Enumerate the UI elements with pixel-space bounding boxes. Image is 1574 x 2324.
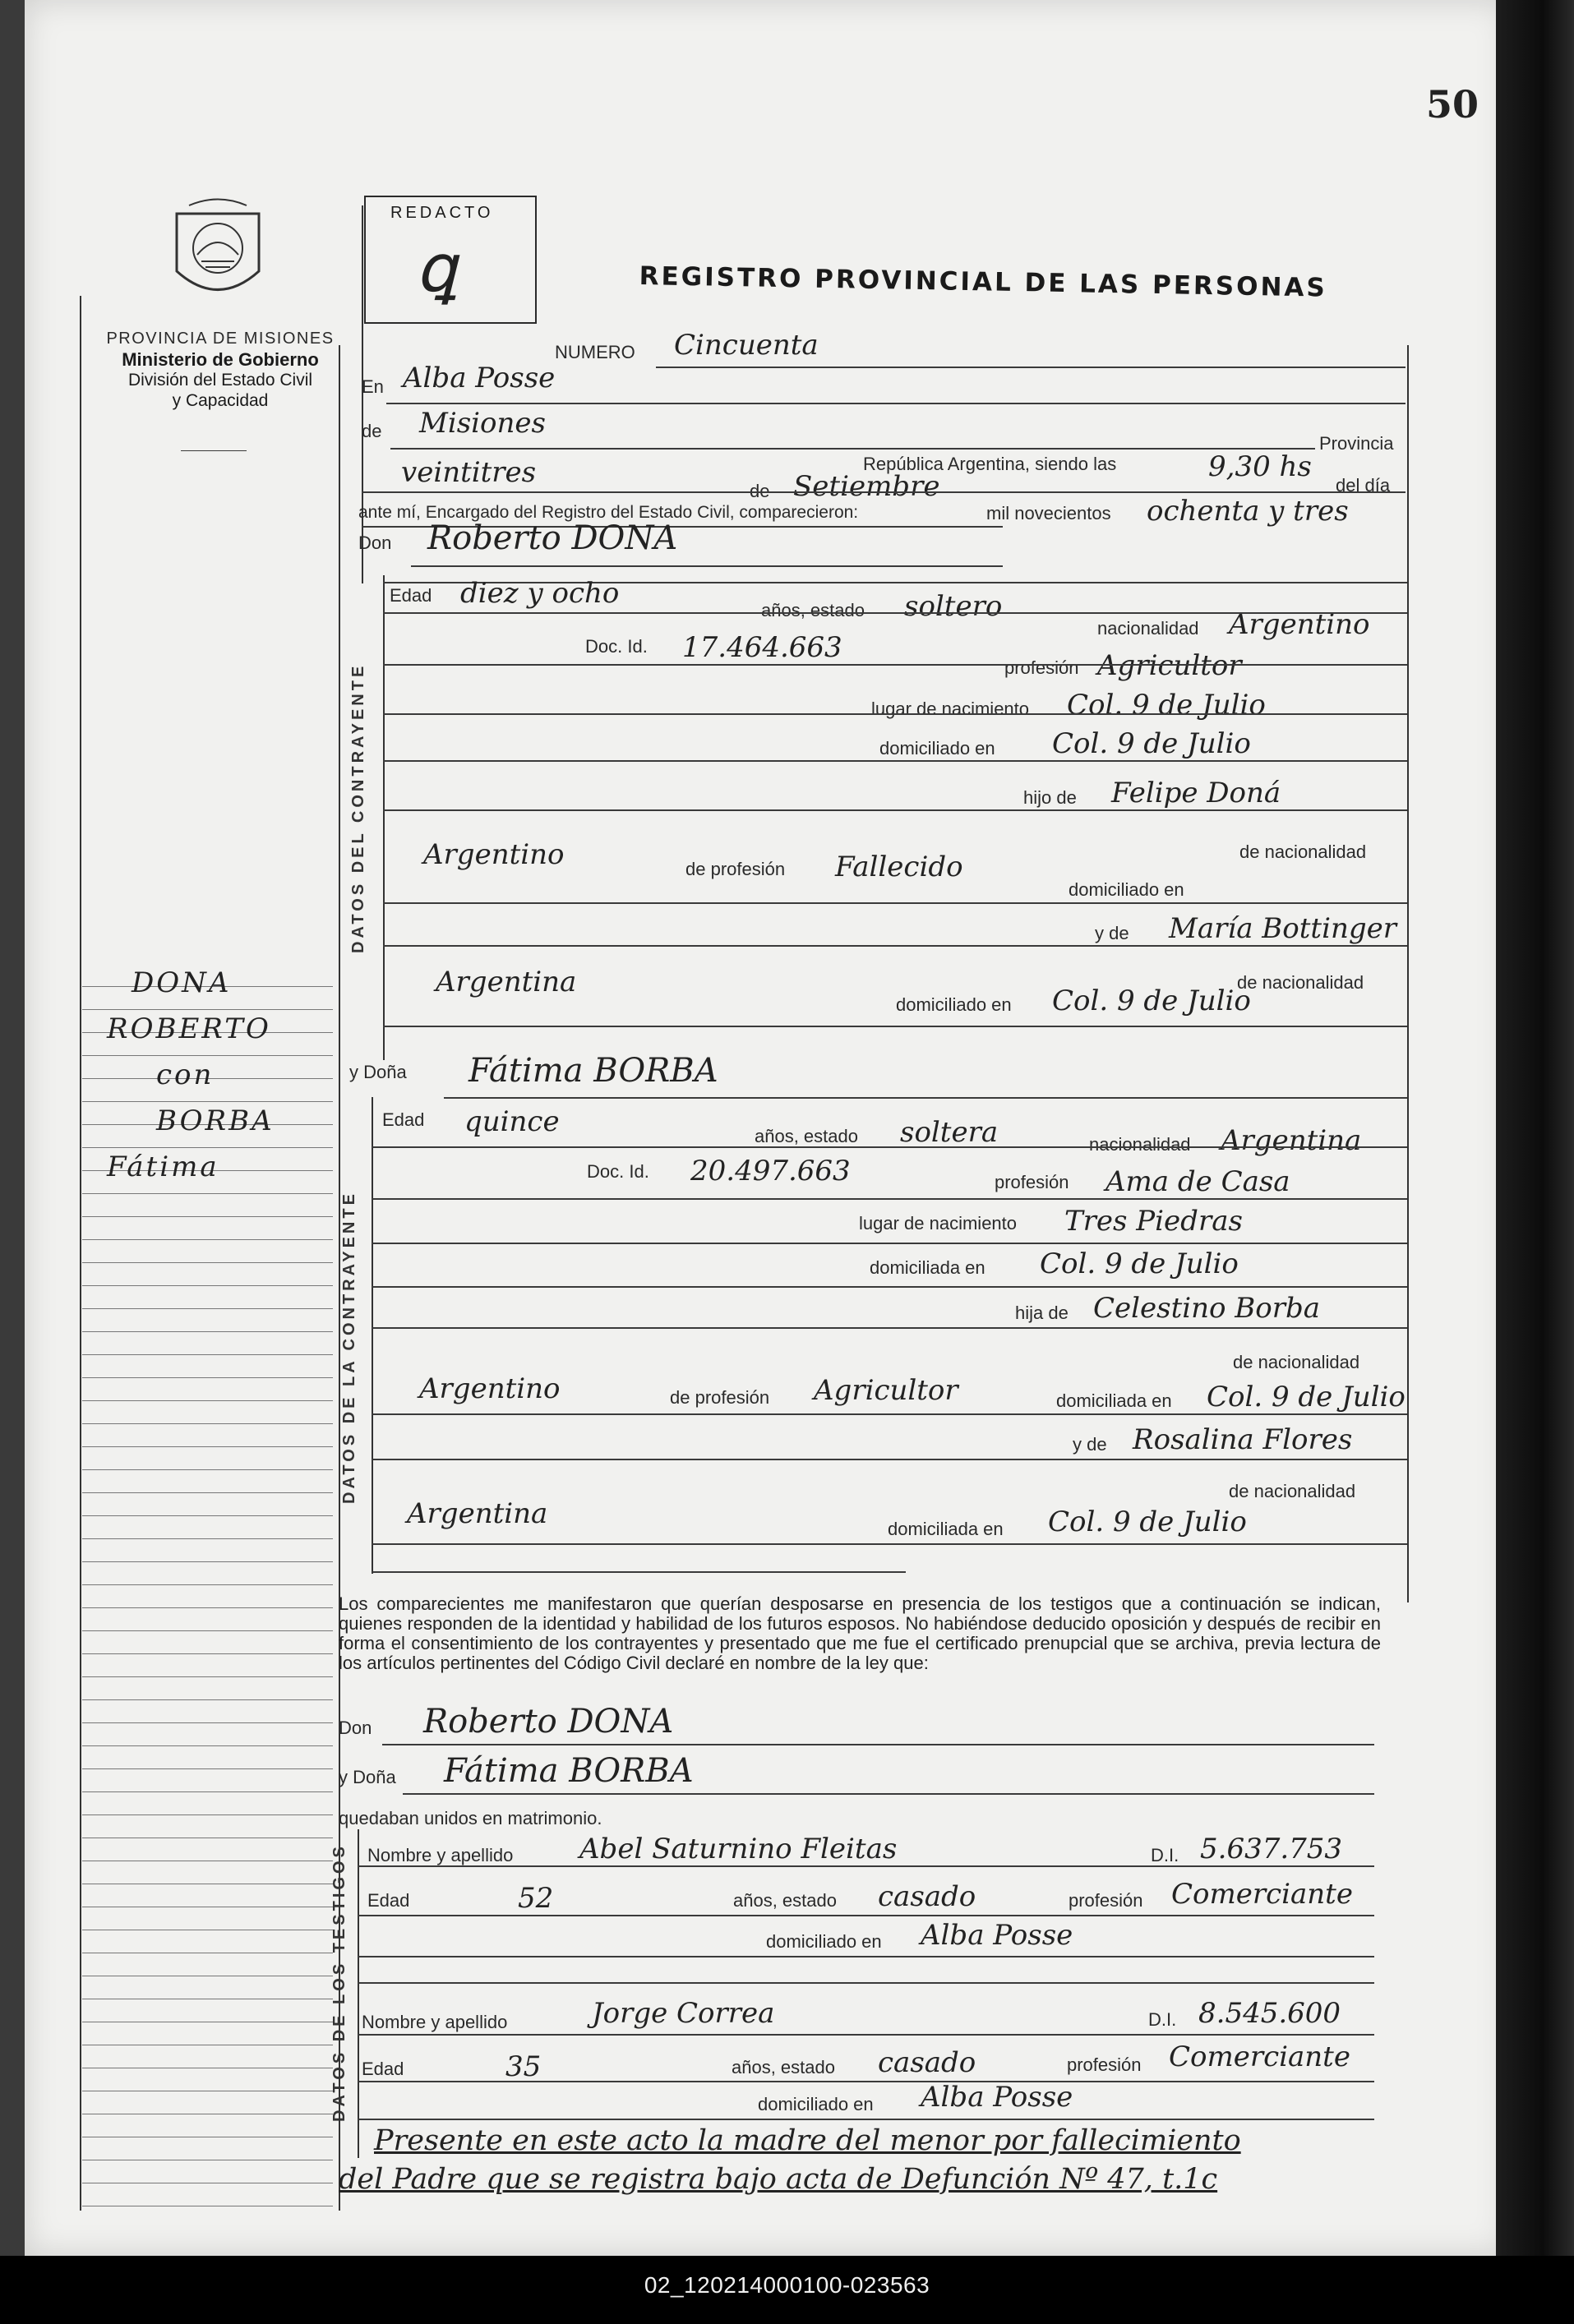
don-value: Roberto DONA (427, 519, 678, 557)
t2-di-label: D.I. (1148, 2009, 1177, 2030)
mes-value: Setiembre (793, 470, 940, 503)
margin-note-line2: ROBERTO (107, 1012, 271, 1045)
document-title: REGISTRO PROVINCIAL DE LAS PERSONAS (639, 261, 1328, 303)
c-lugar-label: lugar de nacimiento (871, 699, 1030, 719)
c-padre-prof-value: Fallecido (835, 851, 963, 883)
c-padre-value: Felipe Doná (1111, 777, 1281, 809)
margin-rule (82, 1630, 333, 1631)
c-nacionalidad-value: Argentino (1229, 608, 1370, 641)
f-madre-dom-value: Col. 9 de Julio (1048, 1506, 1247, 1538)
margin-rule (82, 1561, 333, 1562)
f-madre-value: Rosalina Flores (1133, 1423, 1353, 1456)
t1-profesion-value: Comerciante (1171, 1878, 1353, 1911)
rule (656, 367, 1406, 368)
f-de-prof-label: de profesión (670, 1387, 770, 1408)
margin-rule (82, 1400, 333, 1401)
rule (358, 1915, 1374, 1916)
margin-rule (82, 1492, 333, 1493)
rule (372, 1459, 1407, 1460)
f-edad-value: quince (464, 1105, 560, 1138)
dona-label: y Doña (349, 1062, 407, 1082)
rule (372, 1571, 906, 1573)
c-madre-dom-value: Col. 9 de Julio (1052, 984, 1251, 1017)
c-de-nac-label-2: de nacionalidad (1237, 972, 1364, 993)
margin-rule (82, 1722, 333, 1723)
issuer-underline (181, 450, 247, 451)
t2-dom-value: Alba Posse (921, 2081, 1073, 2114)
quedaban-text: quedaban unidos en matrimonio. (339, 1808, 602, 1828)
f-padre-dom-label: domiciliada en (1056, 1390, 1172, 1411)
rule (383, 945, 1407, 947)
book-spine (1496, 0, 1574, 2256)
contrayenta-rule (372, 1097, 373, 1574)
ante-text: ante mí, Encargado del Registro del Estado Civil, comparecieron: (358, 503, 859, 522)
margin-rule (82, 1676, 333, 1677)
f-madre-dom-label: domiciliada en (888, 1519, 1004, 1539)
margin-note-line5: Fátima (107, 1150, 219, 1183)
rule (386, 403, 1406, 404)
contrayente-section-label: DATOS DEL CONTRAYENTE (349, 662, 367, 953)
rule (383, 612, 1407, 614)
rule (372, 1286, 1407, 1288)
t1-estado-value: casado (878, 1880, 976, 1913)
c-doc-value: 17.464.663 (682, 631, 842, 664)
c-y-de-label: y de (1095, 923, 1129, 943)
en-label: En (362, 376, 384, 397)
f-anios-label: años, estado (755, 1126, 858, 1146)
rule (383, 760, 1407, 762)
note-line1: Presente en este acto la madre del menor por fallecimiento (374, 2124, 1241, 2157)
f-madre-nac-value: Argentina (407, 1497, 548, 1530)
rule (358, 2034, 1374, 2036)
mil-label: mil novecientos (986, 503, 1111, 523)
c-domicilio-value: Col. 9 de Julio (1052, 727, 1251, 760)
margin-rule (82, 1423, 333, 1424)
decl-dona-label: y Doña (339, 1767, 396, 1787)
rule (383, 1026, 1407, 1027)
rule (372, 1543, 1407, 1545)
f-padre-dom-value: Col. 9 de Julio (1207, 1381, 1406, 1413)
provincia-label: Provincia (1319, 433, 1394, 454)
f-edad-label: Edad (382, 1109, 425, 1130)
f-padre-value: Celestino Borba (1093, 1292, 1321, 1325)
rule (358, 1865, 1374, 1867)
margin-rule (82, 1584, 333, 1585)
del-dia-label: del día (1336, 475, 1391, 496)
redacto-box (364, 196, 537, 324)
testigos-rule (358, 1829, 359, 2158)
margin-rule (82, 1239, 333, 1240)
t2-profesion-value: Comerciante (1169, 2040, 1350, 2073)
contrayente-rule (383, 575, 385, 1060)
declaration-text: Los comparecientes me manifestaron que querían desposarse en presencia de los testigos que a continuación se indican, quienes responden de la identidad y habilidad de los futuros esposos. No habiéndose deducido oposición y después de recibir en forma el consentimiento de los contrayentes y presentado que me fue el certificado prenupcial que se archiva, previa lectura de los artículos pertinentes del Código Civil declaré en nombre de la ley que: (339, 1593, 1381, 1673)
rule (372, 1146, 1407, 1148)
f-lugar-value: Tres Piedras (1064, 1205, 1243, 1238)
t2-edad-value: 35 (505, 2050, 542, 2083)
issuer-line4: y Capacidad (172, 391, 269, 410)
republica-text: República Argentina, siendo las (863, 454, 1117, 474)
issuer-line1: PROVINCIA DE MISIONES (106, 330, 335, 348)
c-nacionalidad-label: nacionalidad (1097, 618, 1199, 639)
t2-edad-label: Edad (362, 2059, 404, 2079)
f-nacionalidad-label: nacionalidad (1089, 1134, 1191, 1155)
rule (372, 1198, 1407, 1200)
decl-don-label: Don (339, 1718, 372, 1738)
de-value: Misiones (419, 407, 546, 440)
rule (362, 491, 1406, 493)
issuer-block (97, 329, 344, 411)
margin-rule (82, 1331, 333, 1332)
left-margin-rule (80, 296, 81, 2211)
don-label: Don (358, 533, 392, 553)
f-lugar-label: lugar de nacimiento (859, 1213, 1018, 1233)
en-value: Alba Posse (403, 362, 556, 394)
t2-anios-label: años, estado (732, 2057, 835, 2077)
t1-anios-label: años, estado (733, 1890, 837, 1911)
t2-dom-label: domiciliado en (758, 2094, 874, 2114)
t1-di-label: D.I. (1151, 1845, 1179, 1865)
c-edad-label: Edad (390, 585, 432, 606)
f-doc-value: 20.497.663 (690, 1155, 851, 1187)
c-padre-dom-label: domiciliado en (1069, 879, 1184, 900)
t1-nombre-value: Abel Saturnino Fleitas (579, 1833, 898, 1865)
c-madre-nac-value: Argentina (436, 966, 577, 998)
c-profesion-value: Agricultor (1097, 649, 1242, 682)
rule (358, 2119, 1374, 2120)
t1-dom-value: Alba Posse (921, 1919, 1073, 1952)
de-label-2: de (750, 481, 770, 501)
c-anios-label: años, estado (761, 600, 865, 620)
c-estado-value: soltero (904, 590, 1003, 623)
margin-rule (82, 1745, 333, 1746)
t2-nombre-value: Jorge Correa (592, 1997, 775, 2030)
c-hijo-label: hijo de (1023, 787, 1077, 808)
c-edad-value: diez y ocho (460, 577, 620, 610)
rule (372, 1243, 1407, 1244)
c-de-nac-label: de nacionalidad (1239, 842, 1367, 862)
testigos-section-label: DATOS DE LOS TESTIGOS (330, 1843, 348, 2122)
margin-rule (82, 1607, 333, 1608)
margin-rule (82, 1216, 333, 1217)
margin-rule (82, 1262, 333, 1263)
redacto-label: REDACTO (390, 204, 494, 222)
c-madre-dom-label: domiciliado en (896, 994, 1012, 1015)
dia-value: veintitres (401, 456, 537, 489)
t2-estado-value: casado (878, 2046, 976, 2079)
margin-rule (82, 1653, 333, 1654)
margin-rule (82, 1515, 333, 1516)
margin-rule (82, 1193, 333, 1194)
rule (383, 902, 1407, 904)
f-profesion-label: profesión (995, 1172, 1069, 1192)
f-domicilio-label: domiciliada en (870, 1257, 985, 1278)
f-doc-label: Doc. Id. (587, 1161, 649, 1182)
rule (390, 448, 1315, 450)
c-profesion-label: profesión (1004, 657, 1079, 678)
anio-value: ochenta y tres (1147, 495, 1349, 528)
margin-rule (82, 1791, 333, 1792)
t1-edad-label: Edad (367, 1890, 410, 1911)
c-lugar-value: Col. 9 de Julio (1067, 689, 1266, 722)
dona-value: Fátima BORBA (469, 1052, 718, 1090)
rule (358, 2081, 1374, 2082)
f-domicilio-value: Col. 9 de Julio (1040, 1247, 1239, 1280)
margin-rule (82, 1308, 333, 1309)
form-right-rule (1407, 345, 1409, 1602)
rule (383, 664, 1407, 666)
margin-note (107, 960, 329, 1190)
margin-note-line1: DONA (132, 966, 232, 999)
numero-label: NUMERO (555, 342, 635, 362)
redacto-mark: ꝗ (415, 230, 457, 307)
f-hija-label: hija de (1015, 1303, 1069, 1323)
note-line2: del Padre que se registra bajo acta de Defunción Nº 47, t.1c (339, 2163, 1218, 2196)
rule (358, 1956, 1374, 1957)
rule (382, 1744, 1374, 1745)
t2-profesion-label: profesión (1067, 2054, 1142, 2075)
numero-value: Cincuenta (674, 329, 819, 362)
f-padre-nac-value: Argentino (419, 1372, 561, 1405)
c-madre-value: María Bottinger (1169, 912, 1396, 945)
provincial-seal-icon (164, 197, 271, 312)
t2-di-value: 8.545.600 (1198, 1997, 1341, 2030)
rule (383, 713, 1407, 715)
f-nacionalidad-value: Argentina (1221, 1124, 1362, 1157)
f-padre-prof-value: Agricultor (814, 1374, 958, 1407)
rule (403, 1793, 1374, 1795)
f-de-nac-label-2: de nacionalidad (1229, 1481, 1356, 1501)
decl-dona-value: Fátima BORBA (444, 1752, 694, 1790)
f-profesion-value: Ama de Casa (1105, 1165, 1290, 1198)
margin-rule (82, 1469, 333, 1470)
t1-profesion-label: profesión (1069, 1890, 1143, 1911)
margin-rule (82, 1285, 333, 1286)
decl-don-value: Roberto DONA (423, 1703, 674, 1741)
margin-rule (82, 1538, 333, 1539)
footer-image-id: 02_120214000100-023563 (644, 2272, 930, 2298)
margin-rule (82, 1814, 333, 1815)
c-domicilio-label: domiciliado en (879, 738, 995, 759)
c-doc-label: Doc. Id. (585, 636, 648, 657)
f-estado-value: soltera (900, 1116, 999, 1149)
t1-di-value: 5.637.753 (1200, 1833, 1343, 1865)
margin-rule (82, 1354, 333, 1355)
rule (383, 809, 1407, 811)
contrayenta-section-label: DATOS DE LA CONTRAYENTE (340, 1191, 358, 1504)
hora-value: 9,30 hs (1208, 450, 1312, 483)
margin-note-line4: BORBA (156, 1104, 275, 1137)
margin-rule (82, 1768, 333, 1769)
rule (411, 565, 1003, 567)
rule (372, 1327, 1407, 1329)
de-label: de (362, 421, 382, 441)
t1-dom-label: domiciliado en (766, 1931, 882, 1952)
issuer-line3: División del Estado Civil (127, 371, 313, 390)
c-padre-nac-value: Argentino (423, 838, 565, 871)
c-de-prof-label: de profesión (685, 859, 786, 879)
rule (358, 1982, 1374, 1984)
f-de-nac-label: de nacionalidad (1233, 1352, 1360, 1372)
margin-note-line3: con (156, 1058, 215, 1091)
rule (444, 1097, 1407, 1099)
t2-nombre-label: Nombre y apellido (362, 2012, 508, 2032)
f-y-de-label: y de (1073, 1434, 1107, 1455)
page-number: 50 (1426, 82, 1479, 127)
issuer-line2: Ministerio de Gobierno (122, 349, 319, 370)
margin-rule (82, 1699, 333, 1700)
margin-rule (82, 1446, 333, 1447)
t1-nombre-label: Nombre y apellido (367, 1845, 514, 1865)
margin-rule (82, 1377, 333, 1378)
rule (372, 1413, 1407, 1415)
t1-edad-value: 52 (518, 1882, 554, 1915)
